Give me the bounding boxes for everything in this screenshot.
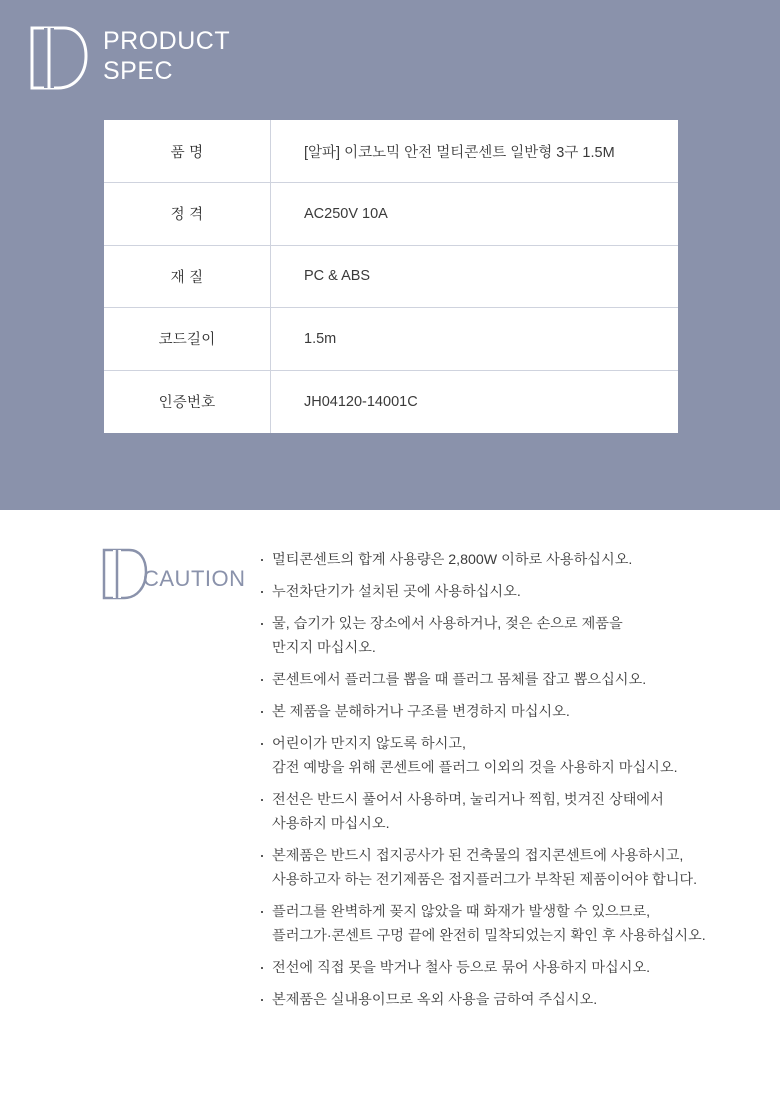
spec-title-line2: SPEC xyxy=(103,57,174,85)
spec-label: 정 격 xyxy=(104,183,271,246)
caution-line: · 본제품은 반드시 접지공사가 된 건축물의 접지콘센트에 사용하시고, xyxy=(272,848,684,864)
caution-line: · 멀티콘센트의 합계 사용량은 2,800W 이하로 사용하십시오. xyxy=(272,552,633,568)
spec-label: 품 명 xyxy=(104,120,271,183)
spec-label: 재 질 xyxy=(104,245,271,308)
caution-line: · 본제품은 실내용이므로 옥외 사용을 금하여 주십시오. xyxy=(272,992,598,1008)
caution-line-2: 사용하고자 하는 전기제품은 접지플러그가 부착된 제품이어야 합니다. xyxy=(272,872,698,888)
list-item xyxy=(258,844,758,892)
d-mark-logo-icon xyxy=(102,548,148,600)
caution-line: · 본 제품을 분해하거나 구조를 변경하지 마십시오. xyxy=(272,704,570,720)
list-item xyxy=(258,668,758,692)
caution-section xyxy=(0,510,780,1106)
caution-line: · 전선은 반드시 풀어서 사용하며, 눌리거나 찍힘, 벗겨진 상태에서 xyxy=(272,792,664,808)
table-row xyxy=(104,120,678,183)
table-row xyxy=(104,308,678,371)
caution-line: · 누전차단기가 설치된 곳에 사용하십시오. xyxy=(272,584,521,600)
spec-title xyxy=(103,26,230,86)
caution-line-2: 사용하지 마십시오. xyxy=(272,816,390,832)
caution-list xyxy=(258,548,758,1020)
caution-title: CAUTION xyxy=(143,566,246,591)
caution-line-2: 플러그가·콘센트 구멍 끝에 완전히 밀착되었는지 확인 후 사용하십시오. xyxy=(272,928,706,944)
caution-line: · 어린이가 만지지 않도록 하시고, xyxy=(272,736,466,752)
caution-line-2: 만지지 마십시오. xyxy=(272,640,376,656)
spec-label: 코드길이 xyxy=(104,308,271,371)
list-item xyxy=(258,956,758,980)
product-spec-section xyxy=(0,0,780,510)
caution-line: · 콘센트에서 플러그를 뽑을 때 플러그 몸체를 잡고 뽑으십시오. xyxy=(272,672,647,688)
spec-value: AC250V 10A xyxy=(271,183,679,246)
d-mark-logo-icon xyxy=(30,26,88,90)
caution-line-2: 감전 예방을 위해 콘센트에 플러그 이외의 것을 사용하지 마십시오. xyxy=(272,760,678,776)
list-item xyxy=(258,580,758,604)
table-row xyxy=(104,245,678,308)
list-item xyxy=(258,732,758,780)
list-item xyxy=(258,788,758,836)
table-row xyxy=(104,370,678,433)
list-item xyxy=(258,548,758,572)
list-item xyxy=(258,612,758,660)
spec-value: PC & ABS xyxy=(271,245,679,308)
spec-title-line1: PRODUCT xyxy=(103,27,231,55)
list-item xyxy=(258,700,758,724)
spec-label: 인증번호 xyxy=(104,370,271,433)
list-item xyxy=(258,988,758,1012)
spec-value: 1.5m xyxy=(271,308,679,371)
spec-value: [알파] 이코노믹 안전 멀티콘센트 일반형 3구 1.5M xyxy=(271,120,679,183)
spec-table xyxy=(104,120,678,433)
caution-line: · 플러그를 완벽하게 꽂지 않았을 때 화재가 발생할 수 있으므로, xyxy=(272,904,651,920)
caution-line: · 전선에 직접 못을 박거나 철사 등으로 묶어 사용하지 마십시오. xyxy=(272,960,651,976)
caution-line: · 물, 습기가 있는 장소에서 사용하거나, 젖은 손으로 제품을 xyxy=(272,616,623,632)
list-item xyxy=(258,900,758,948)
spec-value: JH04120-14001C xyxy=(304,393,418,410)
table-row xyxy=(104,183,678,246)
